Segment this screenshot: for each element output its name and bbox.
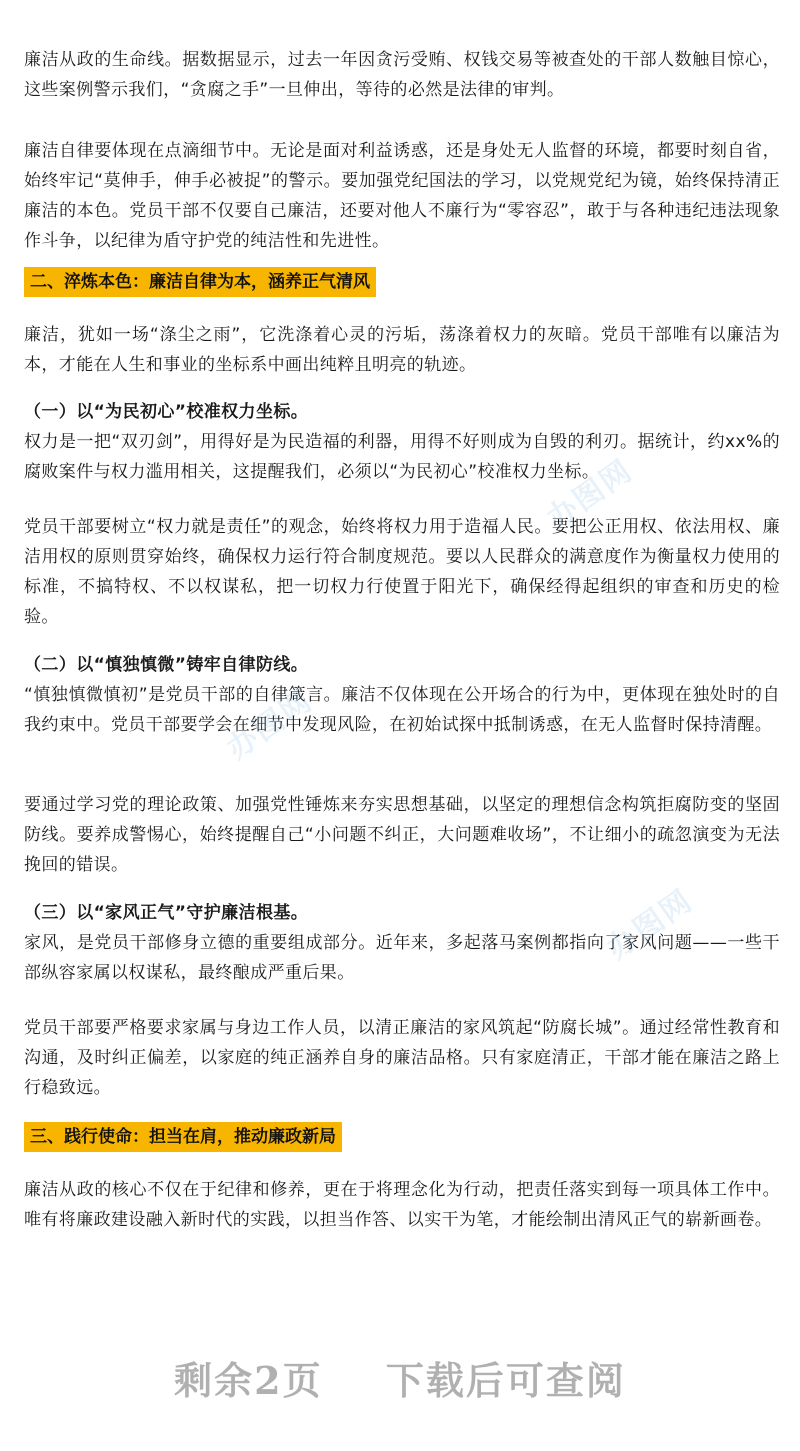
download-prompt[interactable] bbox=[0, 1350, 800, 1405]
watermark-2: 办图网 bbox=[220, 683, 320, 767]
paragraph-7: 要通过学习党的理论政策、加强党性锤炼来夯实思想基础，以坚定的理想信念构筑拒腐防变的坚固防线。要养成警惕心，始终提醒自己“小问题不纠正，大问题难收场”，不让细小的疏忽演变为无法挽回的错误。 bbox=[24, 795, 780, 875]
paragraph-9: 党员干部要严格要求家属与身边工作人员，以清正廉洁的家风筑起“防腐长城”。通过经常性教育和沟通，及时纠正偏差，以家庭的纯正涵养自身的廉洁品格。只有家庭清正，干部才能在廉洁之路上行稳致远。 bbox=[24, 1018, 780, 1098]
paragraph-5: 党员干部要树立“权力就是责任”的观念，始终将权力用于造福人民。要把公正用权、依法用权、廉洁用权的原则贯穿始终，确保权力运行符合制度规范。要以人民群众的满意度作为衡量权力使用的标准，不搞特权、不以权谋私，把一切权力行使置于阳光下，确保经得起组织的审查和历史的检验。 bbox=[24, 517, 780, 627]
subheading-1: （一）以“为民初心”校准权力坐标。 bbox=[24, 402, 309, 422]
paragraph-8: 家风，是党员干部修身立德的重要组成部分。近年来，多起落马案例都指向了家风问题——一些干部纵容家属以权谋私，最终酿成严重后果。 bbox=[24, 933, 780, 983]
paragraph-1: 廉洁从政的生命线。据数据显示，过去一年因贪污受贿、权钱交易等被查处的干部人数触目惊心，这些案例警示我们，“贪腐之手”一旦伸出，等待的必然是法律的审判。 bbox=[24, 50, 780, 100]
watermark-3: 办图网 bbox=[600, 883, 700, 967]
subheading-2: （二）以“慎独慎微”铸牢自律防线。 bbox=[24, 655, 309, 675]
section-heading-3: 三、践行使命：担当在肩，推动廉政新局 bbox=[24, 1122, 342, 1152]
section-heading-2: 二、淬炼本色：廉洁自律为本，涵养正气清风 bbox=[24, 267, 376, 297]
paragraph-10: 廉洁从政的核心不仅在于纪律和修养，更在于将理念化为行动，把责任落实到每一项具体工作中。唯有将廉政建设融入新时代的实践，以担当作答、以实干为笔，才能绘制出清风正气的崭新画卷。 bbox=[24, 1180, 780, 1230]
paragraph-4: 权力是一把“双刃剑”，用得好是为民造福的利器，用得不好则成为自毁的利刃。据统计，约xx%的腐败案件与权力滥用相关，这提醒我们，必须以“为民初心”校准权力坐标。 bbox=[24, 432, 780, 482]
subheading-3: （三）以“家风正气”守护廉洁根基。 bbox=[24, 903, 309, 923]
paragraph-3: 廉洁，犹如一场“涤尘之雨”，它洗涤着心灵的污垢，荡涤着权力的灰暗。党员干部唯有以廉洁为本，才能在人生和事业的坐标系中画出纯粹且明亮的轨迹。 bbox=[24, 325, 780, 375]
remaining-pages-text: 剩余2页 bbox=[174, 1358, 323, 1403]
download-to-view-text: 下载后可查阅 bbox=[385, 1358, 626, 1403]
paragraph-2: 廉洁自律要体现在点滴细节中。无论是面对利益诱惑，还是身处无人监督的环境，都要时刻自省，始终牢记“莫伸手，伸手必被捉”的警示。要加强党纪国法的学习，以党规党纪为镜，始终保持清正廉洁的本色。党员干部不仅要自己廉洁，还要对他人不廉行为“零容忍”，敢于与各种违纪违法现象作斗争，以纪律为盾守护党的纯洁性和先进性。 bbox=[24, 141, 780, 251]
watermark-1: 办图网 bbox=[540, 453, 640, 537]
paragraph-6: “慎独慎微慎初”是党员干部的自律箴言。廉洁不仅体现在公开场合的行为中，更体现在独处时的自我约束中。党员干部要学会在细节中发现风险，在初始试探中抵制诱惑，在无人监督时保持清醒。 bbox=[24, 685, 780, 735]
